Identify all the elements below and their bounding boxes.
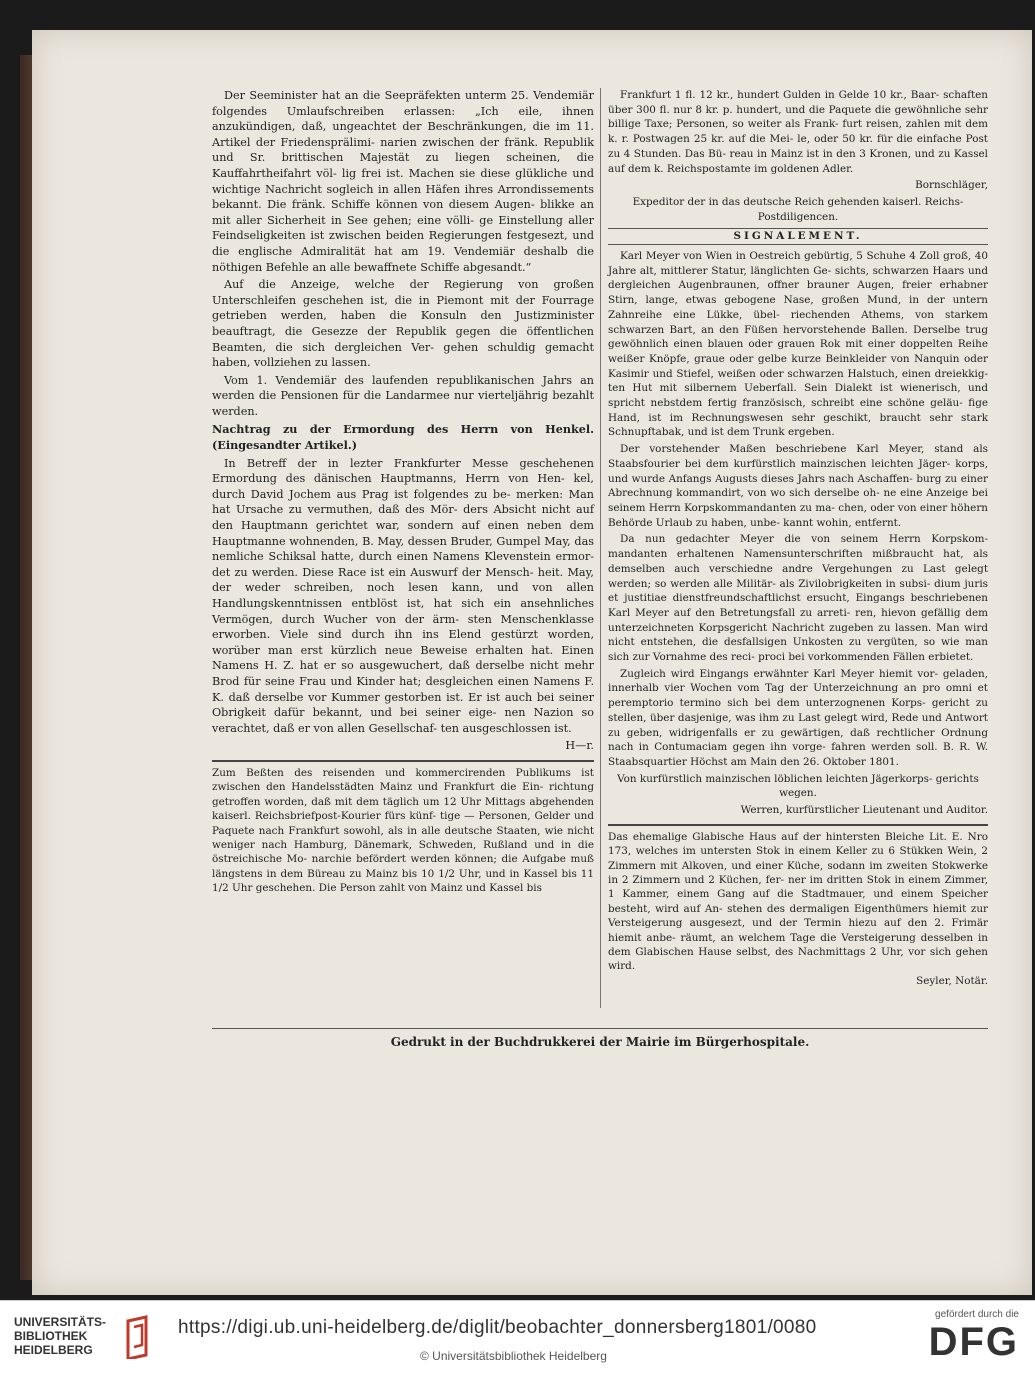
paragraph-piemont: Auf die Anzeige, welche der Regierung von großen Unterschleifen geschehen ist, die in Piemont mit der Fourrage getrieben werden, haben die Konsuln den Justizminister beauftragt, die Gesezze der Republik gegen die öffentlichen Beamten, die sich dergleichen Ver- gehen schuldig gemacht haben, vollziehen zu lassen. bbox=[212, 278, 594, 370]
signalement-summons: Zugleich wird Eingangs erwähnter Karl Meyer hiemit vor- geladen, innerhalb vier Wochen vom Tag der Unterzeichnung an pro omni et peremptorio termino sich bei dem unterzognenen Korps- gericht zu stellen, über dasjenige, was ihm zu Last gelegt wird, Rede und Antwort zu geben, widrigenfalls er zu gewärtigen, daß rechtlicher Ordnung nach in Contumaciam gegen ihn vorge- fahren werden soll. B. R. W. Staabsquartier Höchst am Main den 26. Oktober 1801. bbox=[608, 667, 988, 768]
dfg-logo: DFG bbox=[928, 1320, 1019, 1364]
copyright-notice: © Universitätsbibliothek Heidelberg bbox=[420, 1349, 607, 1363]
signalement-title: SIGNALEMENT. bbox=[608, 228, 988, 245]
post-signature: Bornschläger, bbox=[915, 179, 988, 192]
nachtrag-signature: H—r. bbox=[565, 739, 594, 753]
column-divider bbox=[600, 88, 601, 1008]
signalement-description: Karl Meyer von Wien in Oestreich gebürtig, 5 Schuhe 4 Zoll groß, 40 Jahre alt, mittlerer Statur, länglichten Ge- sichts, schwarzen Haars und dergleichen Augenbraunen, offner brauner Augen, freier erhabner Stirn, lange, etwas gebogene Nase, großen Mund, in der untern Zahnreihe eine Lükke, übel- riechenden Athems, von starkem schwarzen Bart, an den Füßen hervorstehende Ballen. Derselbe trug gewöhnlich einen blauen oder grauen Rok mit einer doppelten Reihe weißer Knöpfe, graue oder gelbe kurze Beinkleider von Nanquin oder Kasimir und Stiefel, weißen oder schwarzen Halstuch, einen dreiekkig- ten Hut mit silbernem Ueberfall. Sein Dialekt ist wienerisch, und spricht nebstdem fertig französisch, schreibt eine schöne geläu- fige Hand, ist im Rechnungswesen sehr geschikt, braucht sehr stark Schnupftabak, und ist dem Trunk ergeben. bbox=[608, 250, 988, 439]
logo-line-1: UNIVERSITÄTS- bbox=[14, 1315, 107, 1329]
sponsor-label: gefördert durch die bbox=[935, 1309, 1019, 1320]
right-column bbox=[608, 88, 988, 991]
post-notice-continued: Frankfurt 1 fl. 12 kr., hundert Gulden in Gelde 10 kr., Baar- schaften über 300 fl. nur 8 kr. p. hundert, und die Paquete die gewöhnliche sehr billige Taxe; Personen, so weiter als Frank- furt reisen, zahlen mit dem k. r. Postwagen 25 kr. auf die Mei- le, oder 50 kr. für die einfache Post zu 4 Stunden. Das Bü- reau in Mainz ist in den 3 Kronen, und zu Kassel auf dem k. Reichspostamte im goldenen Adler. bbox=[608, 89, 988, 175]
logo-line-3: HEIDELBERG bbox=[14, 1343, 93, 1357]
signalement-request: Da nun gedachter Meyer die von seinem Herrn Korpskom- mandanten erhaltenen Namensunterschriften mißbraucht hat, als demselben auch verschiedne andre Vergehungen zu Last gelegt werden; so werden alle Militär- als Zivilobrigkeiten in subsi- dium juris et justitiae dienstfreundschaftlichst ersucht, Eingangs beschriebenen Karl Meyer auf den Betretungsfall zu arreti- ren, hievon gefällig dem unterzeichneten Korpsgericht Nachricht zugeben zu lassen. Man wird nicht entstehen, die desfallsigen Unkosten zu vergüten, so wie man sich zur Vornahme des reci- proci bei vorkommenden Fällen erbietet. bbox=[608, 533, 988, 664]
auction-signature: Seyler, Notär. bbox=[916, 974, 988, 987]
viewer-footer bbox=[0, 1300, 1035, 1375]
nachtrag-body: In Betreff der in lezter Frankfurter Messe geschehenen Ermordung des dänischen Hauptmanns, Herrn von Hen- kel, durch David Jochem aus Prag ist folgendes zu be- merken: Man hat Ursache zu vermuthen, daß des Mör- ders Absicht nicht auf den Hauptmann gerichtet war, sondern auf einen neben dem Hauptmanne wohnenden, B. May, dessen Bruder, Gumpel May, das nemliche Schiksal hatte, durch einen Namens Klevenstein ermor- det zu werden. Diese Race ist ein Auswurf der Mensch- heit. May, der weder schreiben, noch lesen kann, und von allen Handlungskenntnissen entblöst ist, hat sich ein ansehnliches Vermögen, durch Wucher von der ärm- sten Menschenklasse erworben. Viele sind durch ihn ins Elend gestürzt worden, worüber man erst kürzlich neue Beweise erhalten hat. Einen Namens H. Z. hat er so ausgewuchert, daß derselbe nicht mehr Brod für seine Frau und Kinder hat; desgleichen einen Namens F. K. daß derselbe vor Kummer gestorben ist. Er ist auch bei seiner Obrigkeit dafür bekannt, und bei seiner eige- nen Nazion so verachtet, daß er von allen Gesellschaf- ten ausgeschlossen ist. bbox=[212, 456, 594, 735]
post-notice: Zum Beßten des reisenden und kommercirenden Publikums ist zwischen den Handelsstädten Mainz und Frankfurt die Ein- richtung getroffen worden, daß mit dem täglich um 12 Uhr Mittags abgehenden kaiserl. Reichsbriefpost-Kourier fürs künf- tige — Personen, Gelder und Paquete nach Frankfurt sowohl, als in alle deutsche Staaten, wie nicht weniger nach Hamburg, Dänemark, Schweden, Rußland und in die östreichische Mo- narchie befördert werden können; die Aufgabe muß längstens in dem Büreau zu Mainz bis 10 1/2 Uhr, und in Kassel bis 11 1/2 Uhr geschehen. Die Person zahlt von Mainz und Kassel bis bbox=[212, 760, 594, 896]
paragraph-seeminister: Der Seeminister hat an die Seepräfekten unterm 25. Vendemiär folgendes Umlaufschreiben erlassen: „Ich eile, ihnen anzukündigen, daß, ungeachtet der Beschränkungen, die im 11. Artikel der Friedensprälimi- narien zwischen der fränk. Republik und Sr. brittischen Majestät zu liegen scheinen, die Kauffahrtheifahrt völ- lig frei ist. Machen sie diese glükliche und wichtige Nachricht sogleich in allen Häfen ihres Arrondissements bekannt. Die fränk. Schiffe können von diesem Augen- blikke an mit aller Sicherheit in See gehen; eine völli- ge Einstellung aller Feindseligkeiten ist zwischen beiden Regierungen festgesezt, und die englische Admiralität hat am 19. Vendemiär deshalb die nöthigen Befehle an alle bewaffnete Schiffe abgesandt.“ bbox=[212, 89, 594, 274]
paragraph-pensionen: Vom 1. Vendemiär des laufenden republikanischen Jahrs an werden die Pensionen für die Landarmee nur vierteljährig bezahlt werden. bbox=[212, 373, 594, 418]
signalement-history: Der vorstehender Maßen beschriebene Karl Meyer, stand als Staabsfourier bei dem kurfürstlich mainzischen leichten Jäger- korps, und wurde Anfangs Augusts dieses Jahrs nach Aschaffen- burg zu einer Abrechnung kommandirt, von wo sich derselbe oh- ne eine Anzeige bei seinem Herrn Korpskommandanten zu ma- chen, oder von einer höhern Behörde Urlaub zu haben, unbe- kannt wohin, entfernt. bbox=[608, 443, 988, 529]
university-logo[interactable] bbox=[14, 1315, 106, 1357]
dfg-sponsor[interactable] bbox=[929, 1309, 1019, 1364]
auction-notice: Das ehemalige Glabische Haus auf der hintersten Bleiche Lit. E. Nro 173, welches im untersten Stok in einem Keller zu 6 Stükken Wein, 2 Zimmern mit Alkoven, und einer Küche, sodann im zweiten Stokwerke in 2 Zimmern und 2 Küchen, fer- ner im dritten Stok in einem Zimmer, 1 Kammer, einem Gang auf die Stadtmauer, und einem Speicher besteht, wird auf An- stehen des dermaligen Eigenthümers hiemit zur Versteigerung ausgesezt, und der Termin hiezu auf den 2. Frimär hiemit anbe- räumt, an welchem Tage die Versteigerung desselben in dem Glabischen Hause selbst, des Nachmittags 2 Uhr, vor sich gehen wird. bbox=[608, 824, 988, 974]
logo-line-2: BIBLIOTHEK bbox=[14, 1329, 88, 1343]
printer-imprint: Gedrukt in der Buchdrukkerei der Mairie im Bürgerhospitale. bbox=[212, 1028, 988, 1049]
post-role: Expeditor der in das deutsche Reich gehenden kaiserl. Reichs-Postdiligencen. bbox=[632, 195, 964, 223]
court-signature: Werren, kurfürstlicher Lieutenant und Auditor. bbox=[740, 804, 988, 817]
court-line: Von kurfürstlich mainzischen löblichen leichten Jägerkorps- gerichts wegen. bbox=[617, 772, 979, 800]
left-column bbox=[212, 88, 594, 896]
nachtrag-title: Nachtrag zu der Ermordung des Herrn von Henkel. (Eingesandter Artikel.) bbox=[212, 422, 594, 453]
library-emblem-icon bbox=[124, 1315, 150, 1359]
page-url-link[interactable]: https://digi.ub.uni-heidelberg.de/diglit/beobachter_donnersberg1801/0080 bbox=[178, 1317, 817, 1338]
